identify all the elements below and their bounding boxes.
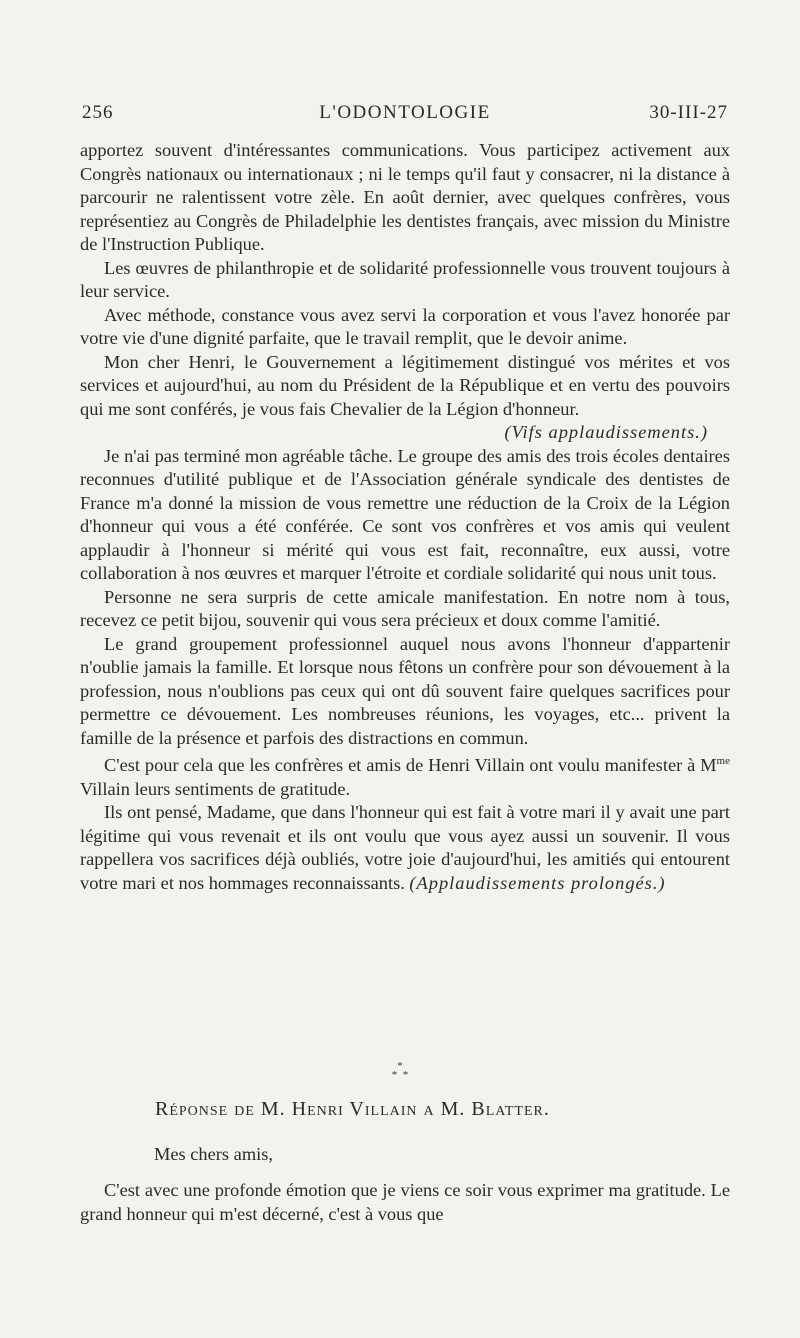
superscript-me: me [716,755,730,767]
paragraph-3: Avec méthode, constance vous avez servi la corporation et vous l'avez honorée par votre vie d'une dignité parfaite, que le travail remplit, que le devoir anime. [80,304,730,348]
paragraph-8 [80,750,730,801]
asterism-separator [0,1062,800,1080]
applause-note-prolonged: (Applaudissements prolongés.) [409,872,666,893]
paragraph-5: Je n'ai pas terminé mon agréable tâche. Le groupe des amis des trois écoles dentaires reconnues d'utilité publique et de l'Association générale syndicale des dentistes de France m'a donné la mission de vous remettre une réduction de la Croix de la Légion d'honneur qui vous a été conférée. Ce sont vos confrères et vos amis qui veulent applaudir à l'honneur si mérité qui vous est fait, reconnaître, eux aussi, votre collaboration à nos œuvres et marquer l'étroite et cordiale solidarité qui nous unit tous. [80,445,730,583]
page-number: 256 [82,102,114,123]
paragraph-2: Les œuvres de philanthropie et de solidarité professionnelle vous trouvent toujours à leur service. [80,257,730,301]
reply-salutation: Mes chers amis, [154,1144,274,1164]
asterism-top: * [397,1060,403,1072]
paragraph-9 [80,801,730,895]
issue-date: 30-III-27 [649,102,728,123]
paragraph-7: Le grand groupement professionnel auquel nous avons l'honneur d'appartenir n'oublie jamais la famille. Et lorsque nous fêtons un confrère pour son dévouement à la profession, nous n'oublions pas ceux qui ont dû souvent faire quelques sacrifices pour permettre ce dévouement. Les nombreuses réunions, les voyages, etc... privent la famille de la présence et parfois des distractions en commun. [80,633,730,748]
paragraph-9-text: Ils ont pensé, Madame, que dans l'honneur qui est fait à votre mari il y avait une part légitime qui vous revenait et ils ont voulu que vous ayez aussi un souvenir. Il vous rappellera vos sacrifices déjà oubliés, votre joie d'aujourd'hui, les amitiés qui entourent votre mari et nos hommages reconnaissants. [80,802,730,893]
paragraph-8-end: Villain leurs sentiments de gratitude. [80,778,351,799]
speech-body [80,139,730,895]
journal-title: L'ODONTOLOGIE [319,102,491,123]
reply-heading: Réponse de M. Henri Villain a M. Blatter. [155,1098,550,1120]
paragraph-4: Mon cher Henri, le Gouvernement a légitimement distingué vos mérites et vos services et aujourd'hui, au nom du Président de la République et en vertu des pouvoirs qui me sont conférés, je vous fais Chevalier de la Légion d'honneur. [80,351,730,419]
paragraph-6: Personne ne sera surpris de cette amicale manifestation. En notre nom à tous, recevez ce petit bijou, souvenir qui vous sera précieux et doux comme l'amitié. [80,586,730,630]
applause-note: (Vifs applaudissements.) [504,422,708,442]
reply-paragraph: C'est avec une profonde émotion que je viens ce soir vous exprimer ma gratitude. Le grand honneur qui m'est décerné, c'est à vous que [80,1180,730,1224]
paragraph-1: apportez souvent d'intéressantes communications. Vous participez activement aux Congrès nationaux ou internationaux ; ni le temps qu'il faut y consacrer, ni la distance à parcourir ne ralentissent votre zèle. En août dernier, avec quelques confrères, vous représentiez au Congrès de Philadelphie les dentistes français, avec mission du Ministre de l'Instruction Publique. [80,140,730,254]
asterism-bottom: * * [391,1069,409,1081]
paragraph-8-start: C'est pour cela que les confrères et amis de Henri Villain ont voulu manifester à M [104,755,717,775]
reply-body [80,1178,730,1226]
